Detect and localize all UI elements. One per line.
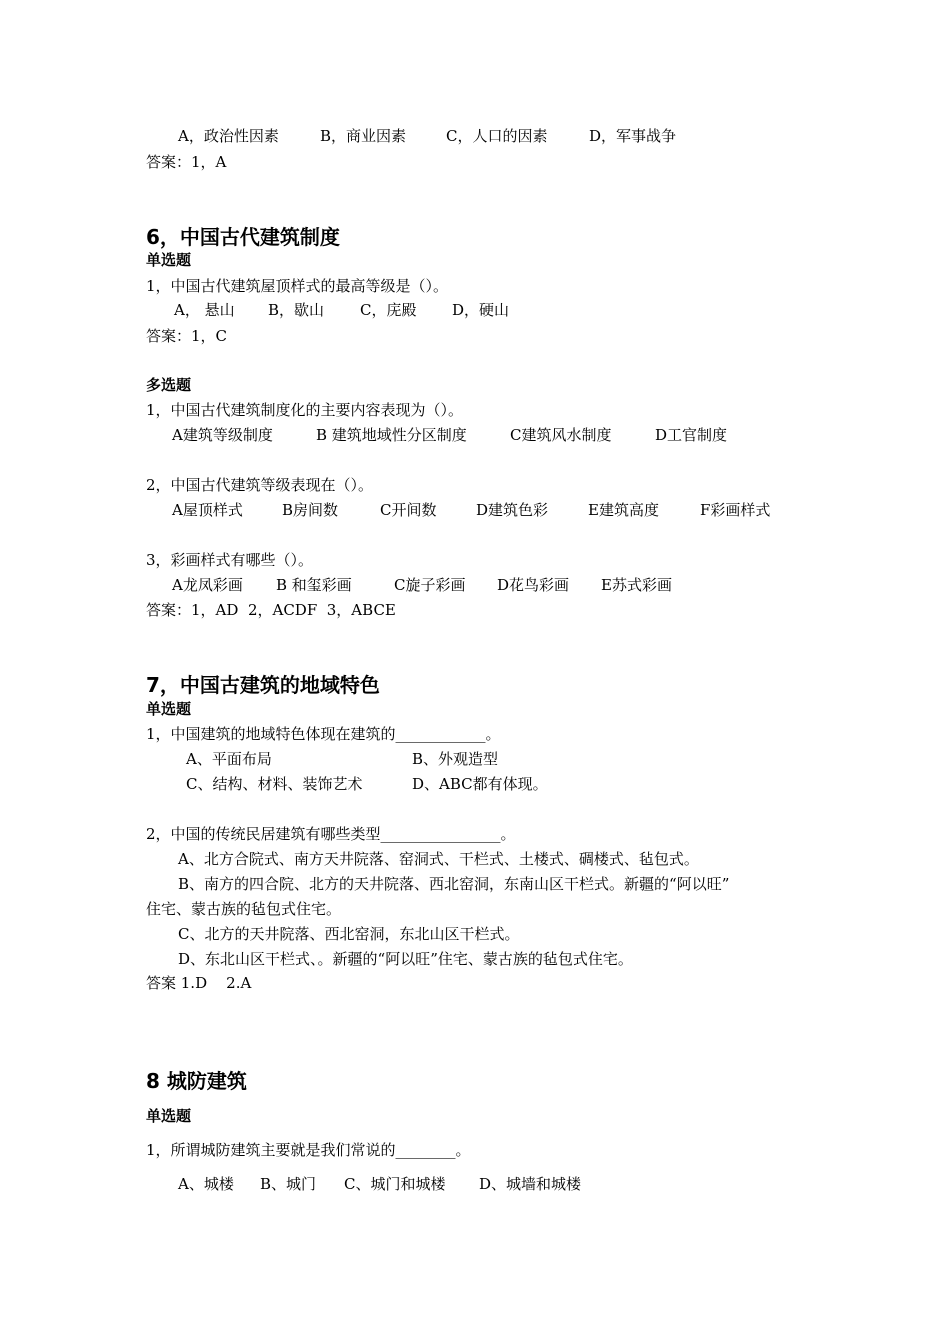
question-type-label: 单选题 [146, 700, 192, 718]
option-b: B、城门 [260, 1175, 317, 1193]
option-d: D、城墙和城楼 [479, 1175, 582, 1193]
option-a: A屋顶样式 [172, 501, 243, 519]
option-b: B，商业因素 [320, 127, 407, 145]
question-type-label: 多选题 [146, 376, 192, 394]
option-a: A， 悬山 [174, 301, 235, 319]
option-a: A、平面布局 [186, 750, 272, 768]
option-c: C旋子彩画 [394, 576, 466, 594]
option-d: D工官制度 [655, 426, 728, 444]
option-e: E苏式彩画 [601, 576, 672, 594]
answer-line: 答案：1，C [146, 327, 228, 345]
option-c: C，人口的因素 [446, 127, 548, 145]
section-heading: 7，中国古建筑的地域特色 [146, 673, 380, 697]
option-d: D，硬山 [452, 301, 510, 319]
answer-line: 答案 1.D 2.A [146, 974, 252, 992]
option-b: B、外观造型 [412, 750, 499, 768]
option-d: D、ABC都有体现。 [412, 775, 548, 793]
option-b: B 和玺彩画 [276, 576, 352, 594]
question-text: 2，中国古代建筑等级表现在（）。 [146, 476, 374, 494]
question-text: 1，中国古代建筑屋顶样式的最高等级是（）。 [146, 277, 449, 295]
question-type-label: 单选题 [146, 1107, 192, 1125]
answer-line: 答案：1，AD 2，ACDF 3，ABCE [146, 601, 396, 619]
option-c: C建筑风水制度 [510, 426, 612, 444]
option-d: D花鸟彩画 [497, 576, 570, 594]
option-c: C，庑殿 [360, 301, 417, 319]
option-b: B，歇山 [268, 301, 325, 319]
question-text: 2，中国的传统民居建筑有哪些类型________________。 [146, 825, 516, 843]
option-a: A建筑等级制度 [172, 426, 273, 444]
option-a: A，政治性因素 [178, 127, 279, 145]
option-a: A、城楼 [178, 1175, 234, 1193]
question-text: 1，所谓城防建筑主要就是我们常说的________。 [146, 1141, 471, 1159]
option-a: A、北方合院式、南方天井院落、窑洞式、干栏式、土楼式、碉楼式、毡包式。 [178, 850, 699, 868]
question-text: 1，中国古代建筑制度化的主要内容表现为（）。 [146, 401, 464, 419]
option-b: B 建筑地域性分区制度 [316, 426, 467, 444]
option-c: C、结构、材料、装饰艺术 [186, 775, 363, 793]
option-c: C、城门和城楼 [344, 1175, 446, 1193]
option-a: A龙凤彩画 [172, 576, 243, 594]
option-f: F彩画样式 [700, 501, 771, 519]
section-heading: 8 城防建筑 [146, 1069, 247, 1093]
option-b: B房间数 [282, 501, 339, 519]
option-b: B、南方的四合院、北方的天井院落、西北窑洞，东南山区干栏式。新疆的“阿以旺” [178, 875, 730, 893]
option-d: D建筑色彩 [476, 501, 549, 519]
option-d: D、东北山区干栏式、。新疆的“阿以旺”住宅、蒙古族的毡包式住宅。 [178, 950, 633, 968]
question-text: 1，中国建筑的地域特色体现在建筑的____________。 [146, 725, 501, 743]
option-d: D，军事战争 [589, 127, 677, 145]
option-c: C开间数 [380, 501, 437, 519]
option-b-continued: 住宅、蒙古族的毡包式住宅。 [146, 900, 342, 918]
question-type-label: 单选题 [146, 251, 192, 269]
option-c: C、北方的天井院落、西北窑洞，东北山区干栏式。 [178, 925, 520, 943]
question-text: 3，彩画样式有哪些（）。 [146, 551, 314, 569]
option-e: E建筑高度 [588, 501, 659, 519]
section-heading: 6，中国古代建筑制度 [146, 225, 340, 249]
answer-line: 答案：1，A [146, 153, 227, 171]
